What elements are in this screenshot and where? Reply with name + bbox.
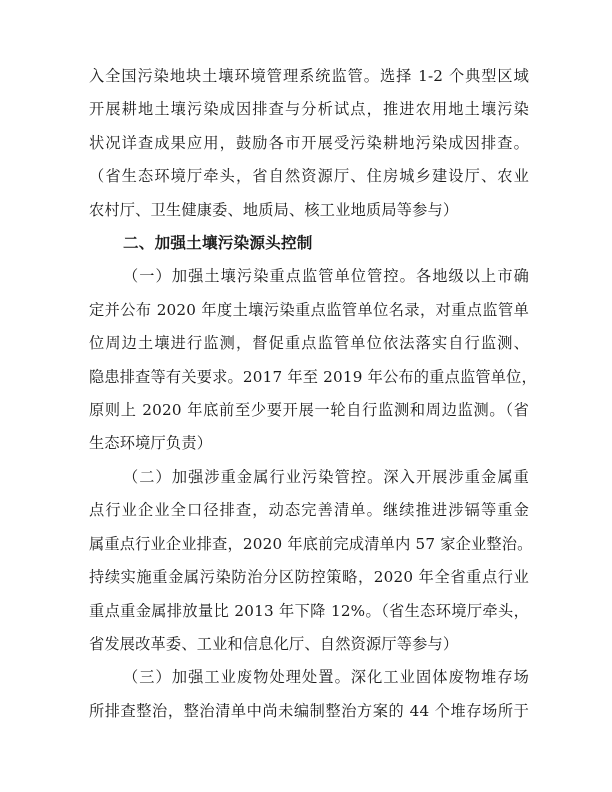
paragraph-lead-line: （一）加强土壤污染重点监管单位管控。各地级以上市确: [123, 267, 529, 286]
section-heading: 二、加强土壤污染源头控制: [123, 234, 313, 253]
text-line: 持续实施重金属污染防治分区防控策略，2020 年全省重点行业: [89, 568, 529, 587]
text-line: 重点重金属排放量比 2013 年下降 12%。（省生态环境厅牵头，: [89, 601, 529, 620]
text-line: 生态环境厅负责）: [89, 434, 213, 453]
paragraph-lead-line: （二）加强涉重金属行业污染管控。深入开展涉重金属重: [123, 467, 529, 486]
text-line: 农村厅、卫生健康委、地质局、核工业地质局等参与）: [89, 200, 459, 219]
text-line: 原则上 2020 年底前至少要开展一轮自行监测和周边监测。（省: [89, 401, 529, 420]
paragraph-lead-line: （三）加强工业废物处理处置。深化工业固体废物堆存场: [123, 668, 529, 687]
text-line: 隐患排查等有关要求。2017 年至 2019 年公布的重点监管单位，: [89, 367, 537, 386]
text-line: 定并公布 2020 年度土壤污染重点监管单位名录，对重点监管单: [89, 300, 529, 319]
text-line: 所排查整治，整治清单中尚未编制整治方案的 44 个堆存场所于: [89, 701, 529, 720]
document-body: [89, 60, 537, 728]
text-line: 点行业企业全口径排查，动态完善清单。继续推进涉镉等重金: [89, 501, 529, 520]
text-line: 属重点行业企业排查，2020 年底前完成清单内 57 家企业整治。: [89, 534, 533, 553]
text-line: 入全国污染地块土壤环境管理系统监管。选择 1-2 个典型区域: [89, 67, 529, 85]
text-line: 位周边土壤进行监测，督促重点监管单位依法落实自行监测、: [89, 334, 529, 353]
text-line: 省发展改革委、工业和信息化厅、自然资源厅等参与）: [89, 634, 459, 653]
text-line: （省生态环境厅牵头，省自然资源厅、住房城乡建设厅、农业: [89, 167, 529, 186]
text-line: 状况详查成果应用，鼓励各市开展受污染耕地污染成因排查。: [89, 133, 529, 152]
text-line: 开展耕地土壤污染成因排查与分析试点，推进农用地土壤污染: [89, 100, 529, 119]
